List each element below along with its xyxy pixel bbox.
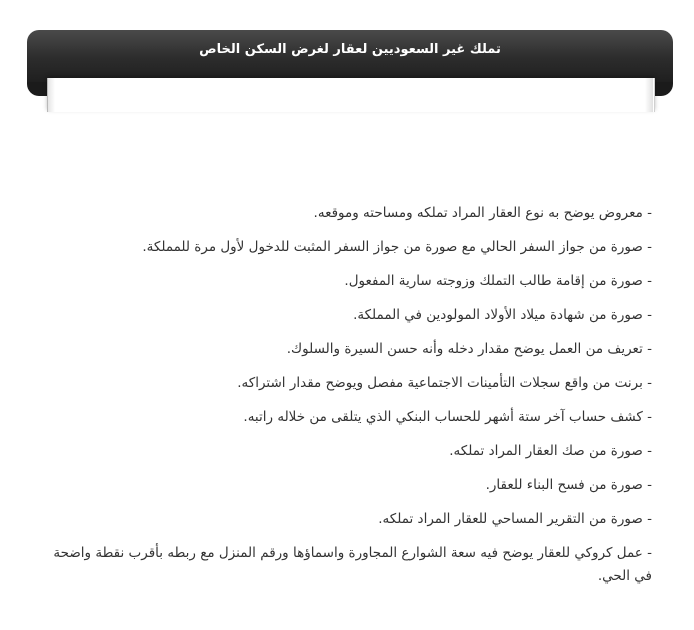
title-ribbon bbox=[27, 30, 673, 92]
requirement-item: - كشف حساب آخر ستة أشهر للحساب البنكي الذي يتلقى من خلاله راتبه. bbox=[243, 409, 652, 425]
requirement-item: - برنت من واقع سجلات التأمينات الاجتماعية مفصل ويوضح مقدار اشتراكه. bbox=[237, 375, 652, 391]
requirement-item: - صورة من إقامة طالب التملك وزوجته سارية المفعول. bbox=[344, 273, 652, 289]
requirement-item: - صورة من جواز السفر الحالي مع صورة من جواز السفر المثبت للدخول لأول مرة للمملكة. bbox=[142, 239, 652, 255]
page-title: تملك غير السعوديين لعقار لغرض السكن الخاص bbox=[199, 42, 501, 57]
requirements-list bbox=[38, 196, 652, 588]
requirement-item: - صورة من صك العقار المراد تملكه. bbox=[449, 443, 652, 459]
requirement-item: - معروض يوضح به نوع العقار المراد تملكه ومساحته وموقعه. bbox=[313, 205, 652, 221]
ribbon-card bbox=[47, 78, 655, 112]
ribbon-bar bbox=[27, 30, 673, 82]
requirement-item: - صورة من فسح البناء للعقار. bbox=[485, 477, 652, 493]
requirement-item: - صورة من شهادة ميلاد الأولاد المولودين في المملكة. bbox=[353, 307, 652, 323]
requirement-item: - صورة من التقرير المساحي للعقار المراد تملكه. bbox=[378, 511, 652, 527]
requirement-item: - عمل كروكي للعقار يوضح فيه سعة الشوارع المجاورة واسماؤها ورقم المنزل مع ربطه بأقرب نقطة واضحة في الحي. bbox=[53, 545, 652, 584]
requirement-item: - تعريف من العمل يوضح مقدار دخله وأنه حسن السيرة والسلوك. bbox=[286, 341, 652, 357]
ribbon-shade-left bbox=[47, 78, 55, 112]
ribbon-shade-right bbox=[645, 78, 653, 112]
